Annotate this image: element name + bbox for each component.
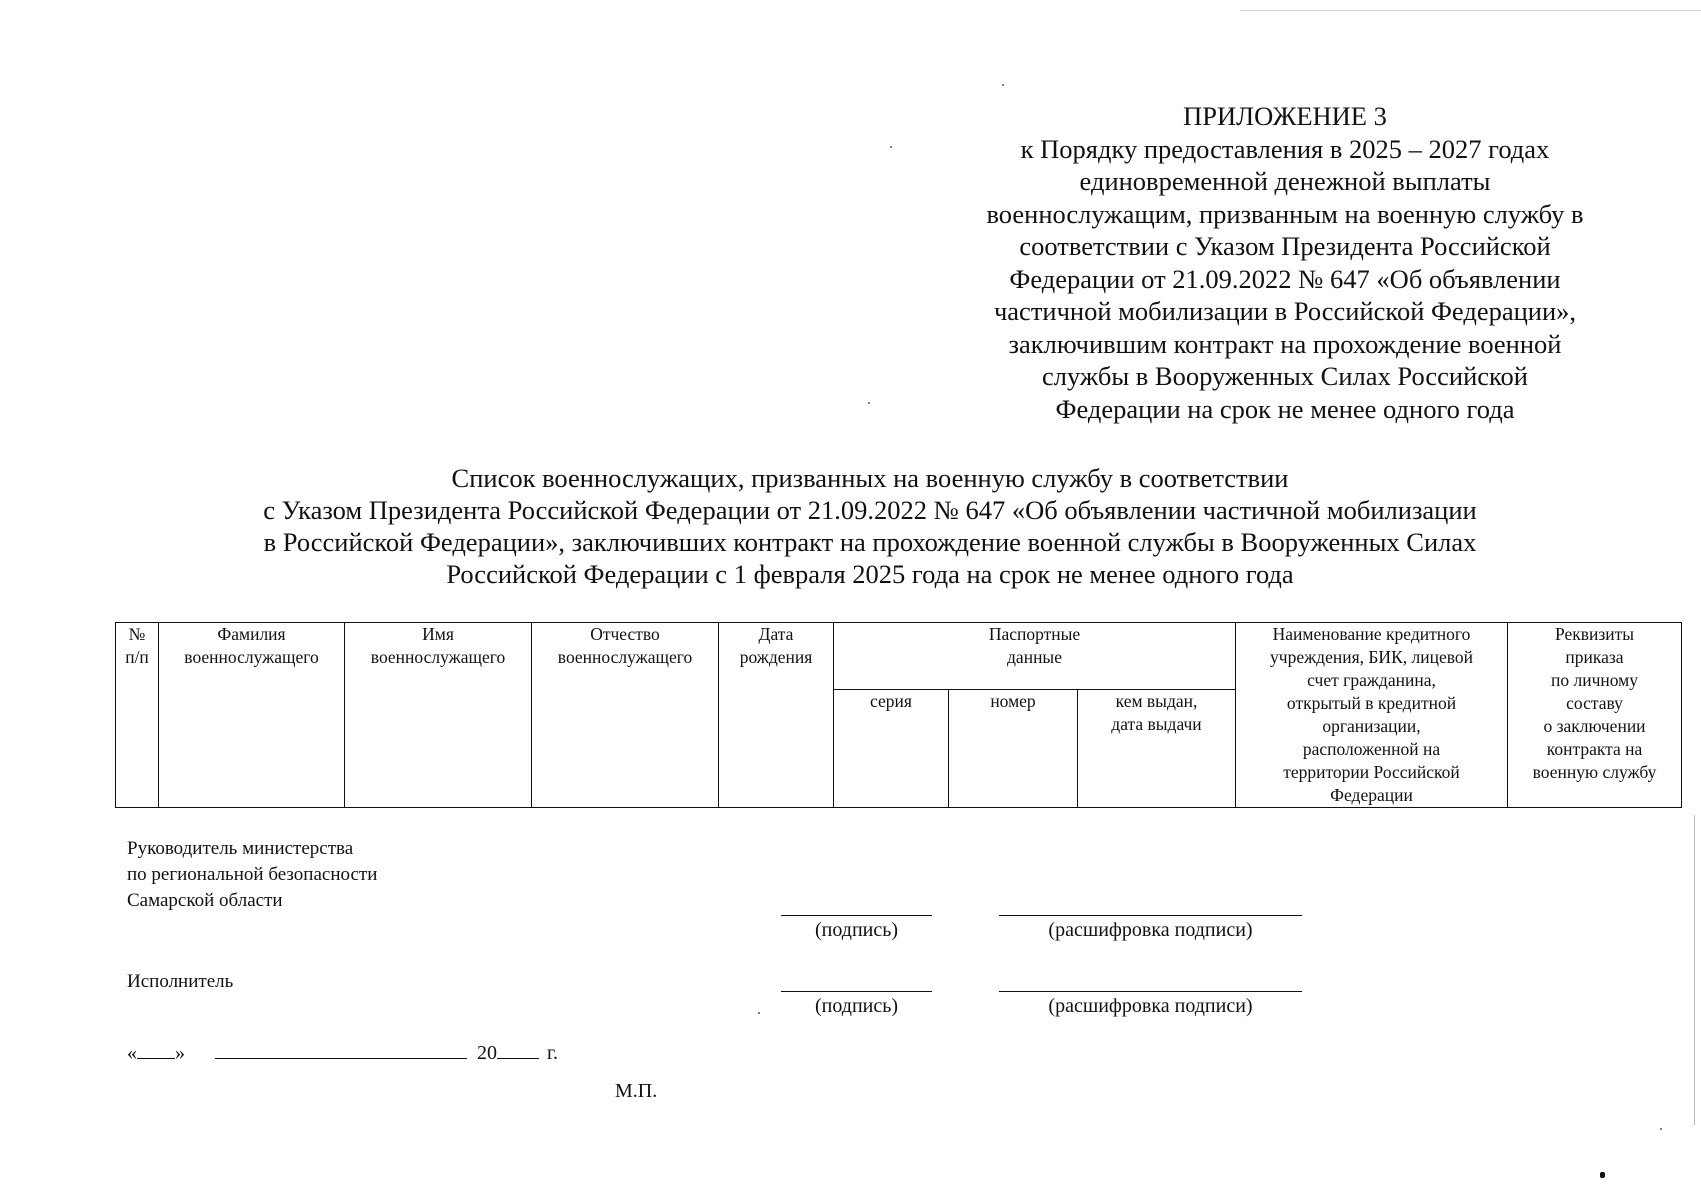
appendix-line: к Порядку предоставления в 2025 – 2027 годах bbox=[1020, 133, 1550, 164]
list-title-line: Российской Федерации с 1 февраля 2025 года на срок не менее одного года bbox=[446, 559, 1294, 589]
list-title-line: Список военнослужащих, призванных на военную службу в соответствии bbox=[451, 463, 1289, 493]
head-decode-caption: (расшифровка подписи) bbox=[1048, 919, 1253, 941]
executor-signature-line bbox=[781, 991, 932, 992]
scan-speck bbox=[758, 1012, 760, 1014]
executor-decode-line bbox=[999, 991, 1302, 992]
header-cell-name: Имя военнослужащего bbox=[345, 623, 532, 808]
month-blank bbox=[215, 1038, 467, 1059]
stamp-place: М.П. bbox=[615, 1080, 658, 1102]
executor-signature-caption: (подпись) bbox=[814, 995, 899, 1017]
header-cell-passport-series: серия bbox=[834, 690, 949, 808]
executor-decode-caption: (расшифровка подписи) bbox=[1048, 995, 1253, 1017]
scan-speck bbox=[868, 402, 870, 404]
header-cell-birth-date: Дата рождения bbox=[719, 623, 834, 808]
header-cell-passport-number: номер bbox=[949, 690, 1078, 808]
date-open-quote: « bbox=[127, 1042, 137, 1064]
year-blank bbox=[497, 1038, 539, 1059]
appendix-line: соответствии с Указом Президента Российской bbox=[1019, 231, 1551, 261]
scan-dot bbox=[1600, 1172, 1605, 1178]
executor-label: Исполнитель bbox=[127, 971, 234, 992]
appendix-header bbox=[955, 100, 1615, 425]
appendix-line: Федерации от 21.09.2022 № 647 «Об объявлении bbox=[1009, 263, 1561, 294]
head-position-line: по региональной безопасности bbox=[127, 864, 378, 885]
head-position-line: Руководитель министерства bbox=[127, 838, 354, 859]
scan-speck bbox=[1660, 1128, 1662, 1130]
appendix-line: ПРИЛОЖЕНИЕ 3 bbox=[1183, 101, 1387, 131]
appendix-line: Федерации на срок не менее одного года bbox=[1055, 393, 1515, 424]
header-cell-patronymic: Отчество военнослужащего bbox=[532, 623, 719, 808]
head-position-block bbox=[127, 836, 377, 914]
list-title-line: с Указом Президента Российской Федерации от 21.09.2022 № 647 «Об объявлении частичной мобилизации bbox=[263, 495, 1477, 525]
list-title bbox=[150, 462, 1590, 590]
appendix-line: единовременной денежной выплаты bbox=[1079, 166, 1491, 196]
date-field bbox=[127, 1038, 558, 1066]
head-signature-caption: (подпись) bbox=[814, 919, 899, 941]
scan-speck bbox=[1002, 84, 1004, 86]
header-cell-surname: Фамилия военнослужащего bbox=[159, 623, 345, 808]
year-suffix: г. bbox=[547, 1042, 558, 1064]
scan-artifact-edge bbox=[1694, 815, 1695, 1125]
date-close-quote: » bbox=[175, 1042, 185, 1064]
head-signature-line bbox=[781, 915, 932, 916]
header-cell-bank: Наименование кредитного учреждения, БИК, лицевой счет гражданина, открытый в кредитной организации, расположенной на территории Российской Федерации bbox=[1236, 623, 1508, 808]
header-cell-passport-issued: кем выдан, дата выдачи bbox=[1078, 690, 1236, 808]
appendix-line: заключившим контракт на прохождение военной bbox=[1008, 328, 1562, 359]
head-decode-line bbox=[999, 915, 1302, 916]
head-position-line: Самарской области bbox=[127, 890, 283, 911]
scan-speck bbox=[890, 146, 892, 148]
header-cell-order: Реквизиты приказа по личному составу о заключении контракта на военную службу bbox=[1508, 623, 1682, 808]
day-blank bbox=[137, 1038, 175, 1059]
servicemen-table bbox=[115, 622, 1682, 808]
list-title-line: в Российской Федерации», заключивших контракт на прохождение военной службы в Вооруженных Силах bbox=[263, 527, 1477, 557]
header-cell-num: № п/п bbox=[116, 623, 159, 808]
header-cell-passport: Паспортные данные bbox=[834, 623, 1236, 690]
scan-artifact-line bbox=[1240, 10, 1701, 11]
year-prefix: 20 bbox=[477, 1042, 497, 1064]
table-header-row bbox=[116, 623, 1682, 690]
appendix-line: службы в Вооруженных Силах Российской bbox=[1042, 361, 1528, 391]
appendix-line: военнослужащим, призванным на военную службу в bbox=[986, 198, 1584, 229]
appendix-line: частичной мобилизации в Российской Федерации», bbox=[993, 296, 1577, 326]
